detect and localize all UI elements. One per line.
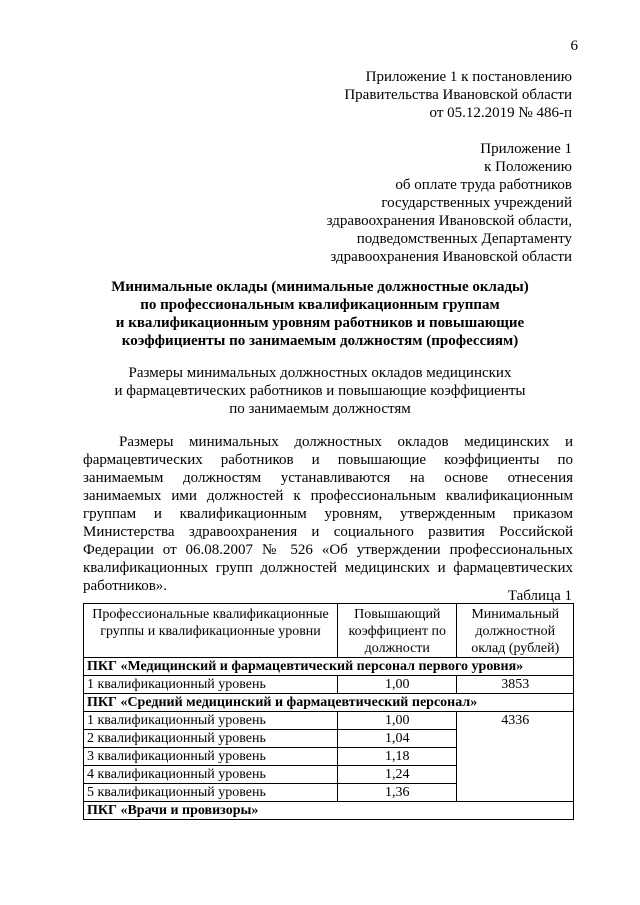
title-line: по профессиональным квалификационным группам	[140, 297, 500, 313]
coefficient-cell: 1,36	[338, 784, 457, 802]
paragraph-line: группам и квалификационным уровням, утвержденным приказом	[83, 506, 573, 522]
salary-cell: 3853	[457, 676, 574, 694]
title-line: и квалификационным уровням работников и повышающие	[115, 315, 525, 331]
appendix-line: здравоохранения Ивановской области,	[326, 213, 572, 229]
coefficient-cell: 1,24	[338, 766, 457, 784]
table-row	[84, 676, 574, 694]
group-title: ПКГ «Медицинский и фармацевтический персонал первого уровня»	[84, 658, 574, 676]
document-title	[0, 278, 640, 350]
appendix-line: к Положению	[484, 159, 572, 175]
page-number: 6	[570, 38, 578, 54]
level-cell: 1 квалификационный уровень	[84, 676, 338, 694]
paragraph-line: занимаемых ими должностей к профессиональным квалификационным	[83, 488, 573, 504]
level-cell: 5 квалификационный уровень	[84, 784, 338, 802]
level-cell: 3 квалификационный уровень	[84, 748, 338, 766]
appendix-header-top	[344, 68, 572, 122]
appendix-line: Приложение 1 к постановлению	[365, 69, 572, 85]
subtitle-line: и фармацевтических работников и повышающие коэффициенты	[114, 383, 526, 399]
table-header-row	[84, 604, 574, 658]
group-title: ПКГ «Врачи и провизоры»	[84, 802, 574, 820]
subtitle-line: Размеры минимальных должностных окладов медицинских	[128, 365, 512, 381]
table-group-row	[84, 694, 574, 712]
document-subtitle	[0, 364, 640, 418]
body-paragraph	[83, 433, 573, 595]
subtitle-line: по занимаемым должностям	[229, 401, 411, 417]
paragraph-line: квалификационных групп должностей медицинских и фармацевтических	[83, 560, 573, 576]
coefficient-cell: 1,00	[338, 676, 457, 694]
paragraph-line: занимаемым должностям устанавливаются на основе отнесения	[83, 470, 573, 486]
level-cell: 1 квалификационный уровень	[84, 712, 338, 730]
appendix-line: Приложение 1	[480, 141, 572, 157]
appendix-line: от 05.12.2019 № 486-п	[429, 105, 572, 121]
header-groups: Профессиональные квалификационные группы и квалификационные уровни	[84, 604, 338, 658]
salary-table	[83, 603, 574, 820]
table-group-row	[84, 658, 574, 676]
appendix-header-second	[327, 140, 572, 266]
table-row	[84, 712, 574, 730]
header-coefficient: Повышающий коэффициент по должности	[338, 604, 457, 658]
paragraph-line: Размеры минимальных должностных окладов медицинских и	[119, 434, 573, 450]
appendix-line: подведомственных Департаменту	[356, 231, 572, 247]
table-label: Таблица 1	[507, 588, 572, 604]
table-group-row	[84, 802, 574, 820]
paragraph-line: работников».	[83, 578, 168, 594]
coefficient-cell: 1,04	[338, 730, 457, 748]
level-cell: 2 квалификационный уровень	[84, 730, 338, 748]
group-title: ПКГ «Средний медицинский и фармацевтический персонал»	[84, 694, 574, 712]
coefficient-cell: 1,00	[338, 712, 457, 730]
salary-cell: 4336	[457, 712, 574, 802]
appendix-line: Правительства Ивановской области	[344, 87, 572, 103]
header-salary: Минимальный должностной оклад (рублей)	[457, 604, 574, 658]
title-line: Минимальные оклады (минимальные должностные оклады)	[111, 279, 529, 295]
title-line: коэффициенты по занимаемым должностям (профессиям)	[121, 333, 519, 349]
appendix-line: государственных учреждений	[381, 195, 572, 211]
appendix-line: об оплате труда работников	[395, 177, 572, 193]
appendix-line: здравоохранения Ивановской области	[330, 249, 572, 265]
paragraph-line: Министерства здравоохранения и социального развития Российской	[83, 524, 573, 540]
coefficient-cell: 1,18	[338, 748, 457, 766]
paragraph-line: Федерации от 06.08.2007 № 526 «Об утверждении профессиональных	[83, 542, 573, 558]
paragraph-line: фармацевтических работников и повышающие коэффициенты по	[83, 452, 573, 468]
level-cell: 4 квалификационный уровень	[84, 766, 338, 784]
